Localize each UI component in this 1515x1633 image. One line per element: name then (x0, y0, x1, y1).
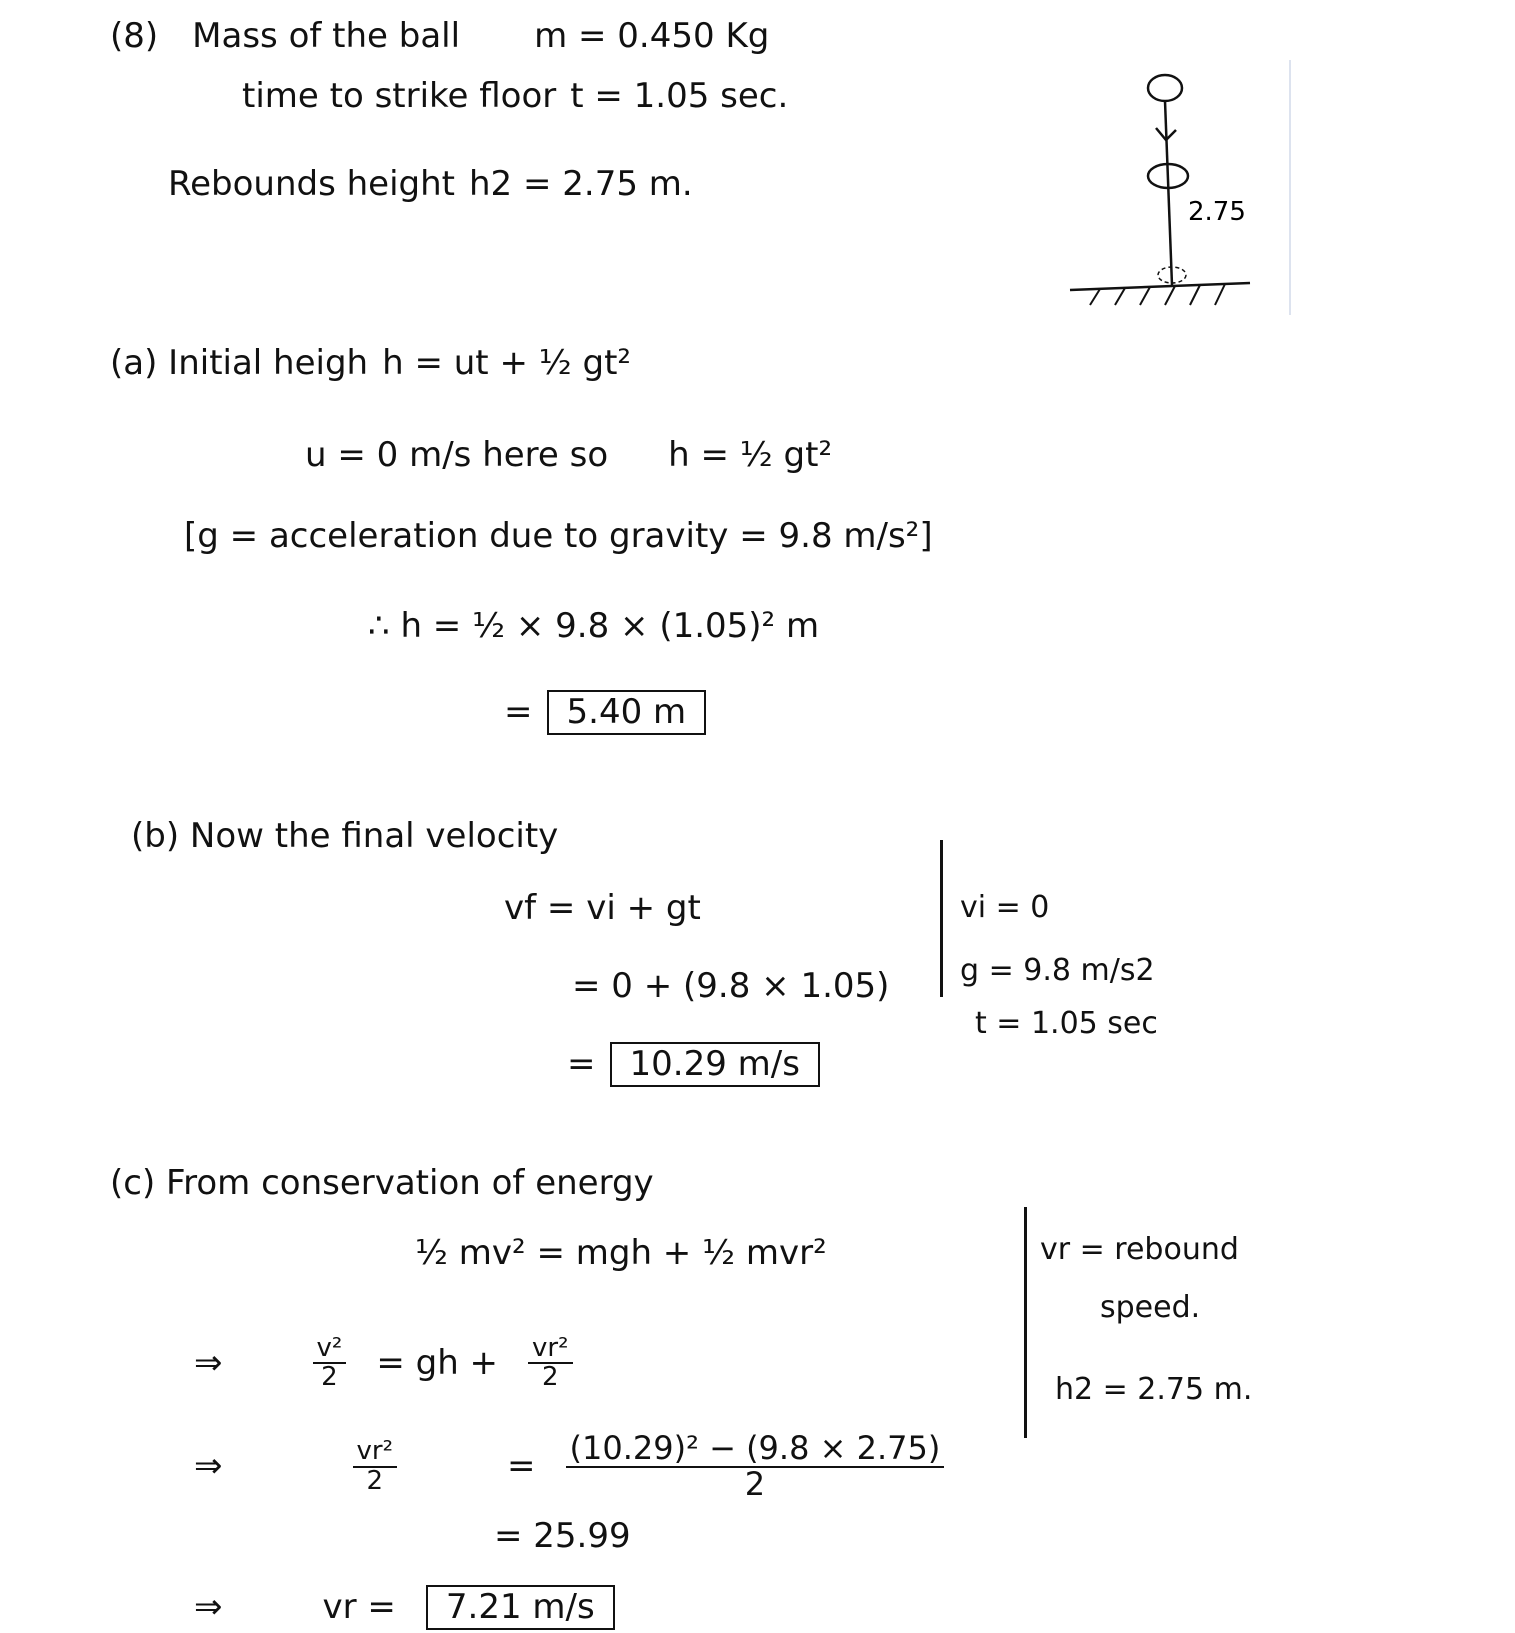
given-g: g = 9.8 m/s2 (960, 953, 1155, 988)
initial-velocity-text: u = 0 m/s here so (305, 435, 609, 475)
implies-icon: ⇒ (194, 1342, 223, 1383)
denominator: 2 (321, 1362, 338, 1393)
part-a-heading (110, 345, 631, 382)
part-b-heading: (b) Now the final velocity (131, 816, 559, 856)
rebound-speed-def: vr = rebound (1040, 1232, 1239, 1267)
final-step (194, 1585, 615, 1630)
height-calculation: ∴ h = ½ × 9.8 × (1.05)² m (368, 606, 820, 646)
equals-sign: = (567, 1044, 596, 1084)
part-a-line2 (305, 437, 832, 474)
drop-line (1165, 101, 1172, 285)
answer-box-height: 5.40 m (547, 690, 707, 735)
given-t: t = 1.05 sec (975, 1006, 1158, 1041)
given-mass (110, 18, 769, 55)
mass-text: Mass of the ball (192, 16, 461, 56)
divider (940, 840, 943, 997)
step-2 (194, 1429, 944, 1503)
given-rebound (168, 166, 693, 203)
time-value: t = 1.05 sec. (570, 76, 789, 116)
fraction (566, 1429, 945, 1503)
denominator: 2 (542, 1362, 559, 1393)
part-c-heading: (c) From conservation of energy (110, 1163, 654, 1203)
fraction (353, 1438, 398, 1495)
time-text: time to strike floor (242, 76, 557, 116)
numerator: (10.29)² − (9.8 × 2.75) (566, 1432, 945, 1468)
energy-equation: ½ mv² = mgh + ½ mvr² (415, 1233, 827, 1273)
step-1-mid: = gh + (376, 1342, 499, 1383)
part-a-title: (a) Initial heigh (110, 343, 369, 383)
gravity-note: [g = acceleration due to gravity = 9.8 m/s²] (184, 516, 933, 556)
implies-icon: ⇒ (194, 1445, 223, 1486)
rebound-text: Rebounds height (168, 164, 455, 204)
step-3: = 25.99 (494, 1516, 631, 1556)
equals-sign: = (504, 692, 533, 732)
divider (1024, 1207, 1027, 1438)
equals-sign: = (507, 1445, 536, 1486)
part-b-result (567, 1042, 820, 1087)
given-vi: vi = 0 (960, 890, 1050, 925)
problem-number: (8) (110, 16, 159, 56)
numerator: vr² (528, 1335, 573, 1364)
rebound-value: h2 = 2.75 m. (468, 164, 693, 204)
simplified-formula: h = ½ gt² (668, 435, 833, 475)
final-lhs: vr = (322, 1587, 396, 1627)
numerator: vr² (353, 1438, 398, 1467)
fraction (528, 1335, 573, 1392)
denominator: 2 (744, 1464, 766, 1503)
given-time (242, 78, 788, 115)
rebound-speed-def-2: speed. (1100, 1290, 1201, 1325)
fraction (313, 1335, 347, 1392)
step-1 (194, 1335, 573, 1392)
ball-drop-diagram (1060, 60, 1310, 320)
given-h2: h2 = 2.75 m. (1055, 1372, 1253, 1407)
velocity-formula: vf = vi + gt (504, 888, 701, 928)
part-a-result (504, 690, 706, 735)
implies-icon: ⇒ (194, 1587, 223, 1627)
denominator: 2 (366, 1465, 384, 1496)
numerator: v² (313, 1335, 347, 1364)
height-label: 2.75 (1188, 197, 1246, 227)
ball-initial (1148, 75, 1182, 101)
answer-box-velocity: 10.29 m/s (610, 1042, 820, 1087)
velocity-calculation: = 0 + (9.8 × 1.05) (572, 966, 890, 1006)
answer-box-rebound-speed: 7.21 m/s (426, 1585, 615, 1630)
part-a-formula: h = ut + ½ gt² (382, 343, 632, 383)
mass-value: m = 0.450 Kg (534, 16, 770, 56)
